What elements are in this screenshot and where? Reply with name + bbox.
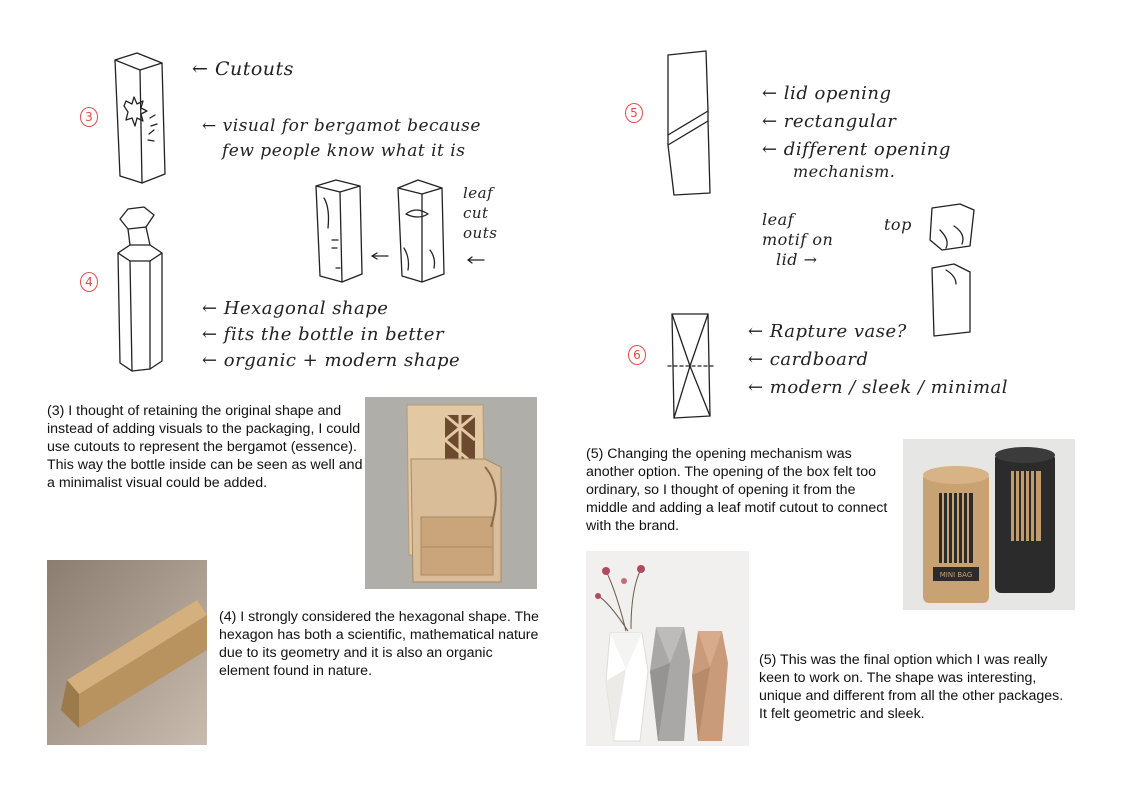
note-visual-line1: ← visual for bergamot because	[202, 116, 481, 136]
note-leaf-motif-2: motif on	[762, 230, 834, 249]
note-fits: ← fits the bottle in better	[202, 324, 445, 345]
note-visual-line2: few people know what it is	[222, 141, 466, 161]
sketch-hexagonal-box	[110, 205, 190, 380]
note-mechanism: mechanism.	[793, 162, 896, 181]
note-modern-sleek: ← modern / sleek / minimal	[748, 377, 1009, 398]
tube-packaging-illustration	[903, 439, 1075, 610]
note-vase-list	[748, 318, 1008, 402]
wooden-box-photo	[365, 397, 537, 589]
geometric-vases-illustration	[586, 551, 749, 746]
note-lid-opening: ← lid opening	[762, 83, 892, 104]
sketch-geometric-vase	[660, 308, 720, 423]
note-leaf-motif	[762, 210, 833, 270]
note-leaf	[463, 183, 497, 243]
sketch-leaf-boxes	[310, 178, 470, 288]
paragraph-option-4: (4) I strongly considered the hexagonal shape. The hexagon has both a scientific, mathematical nature due to its geometry and it is also an organic element found in nature.	[219, 609, 539, 679]
note-organic: ← organic + modern shape	[202, 350, 461, 371]
sketch-number-6: 6	[628, 345, 646, 365]
note-different-opening: ← different opening	[762, 139, 951, 160]
wooden-box-illustration	[365, 397, 537, 589]
note-cutouts: ← Cutouts	[192, 58, 294, 80]
tube-packaging-photo	[903, 439, 1075, 610]
tube-label-text: MINI BAG	[939, 571, 973, 579]
note-cardboard: ← cardboard	[748, 349, 869, 370]
note-rapture-vase: ← Rapture vase?	[748, 321, 907, 342]
note-leaf-3: outs	[463, 224, 498, 242]
sketch-number-3: 3	[80, 107, 98, 127]
note-leaf-motif-3: lid →	[776, 250, 818, 269]
note-leaf-2: cut	[463, 204, 489, 222]
sketch-box-cutouts	[110, 48, 190, 193]
note-leaf-1: leaf	[463, 184, 494, 202]
note-lid-list	[762, 80, 951, 164]
geometric-vases-photo	[586, 551, 749, 746]
leaf-arrow	[466, 256, 486, 264]
sketch-lid-box	[660, 45, 730, 205]
paragraph-option-5-final: (5) This was the final option which I was really keen to work on. The shape was interesting, unique and different from all the other packages. It felt geometric and sleek.	[759, 652, 1064, 722]
paragraph-option-5-opening: (5) Changing the opening mechanism was another option. The opening of the box felt too ordinary, so I thought of opening it from the middle and adding a leaf motif cutout to connect with the brand.	[586, 446, 888, 534]
note-hexagon-list	[202, 296, 460, 374]
note-top: top	[884, 215, 912, 234]
paragraph-option-3: (3) I thought of retaining the original shape and instead of adding visuals to the packaging, I could use cutouts to represent the bergamot (essence). This way the bottle inside can be seen as well and a minimalist visual could be added.	[47, 403, 363, 491]
sketch-number-4: 4	[80, 272, 98, 292]
kraft-hexagon-photo	[47, 560, 207, 745]
note-hexagonal: ← Hexagonal shape	[202, 298, 389, 319]
kraft-hexagon-illustration	[47, 560, 207, 745]
sketch-number-5: 5	[625, 103, 643, 123]
note-leaf-motif-1: leaf	[762, 210, 795, 229]
note-rectangular: ← rectangular	[762, 111, 897, 132]
